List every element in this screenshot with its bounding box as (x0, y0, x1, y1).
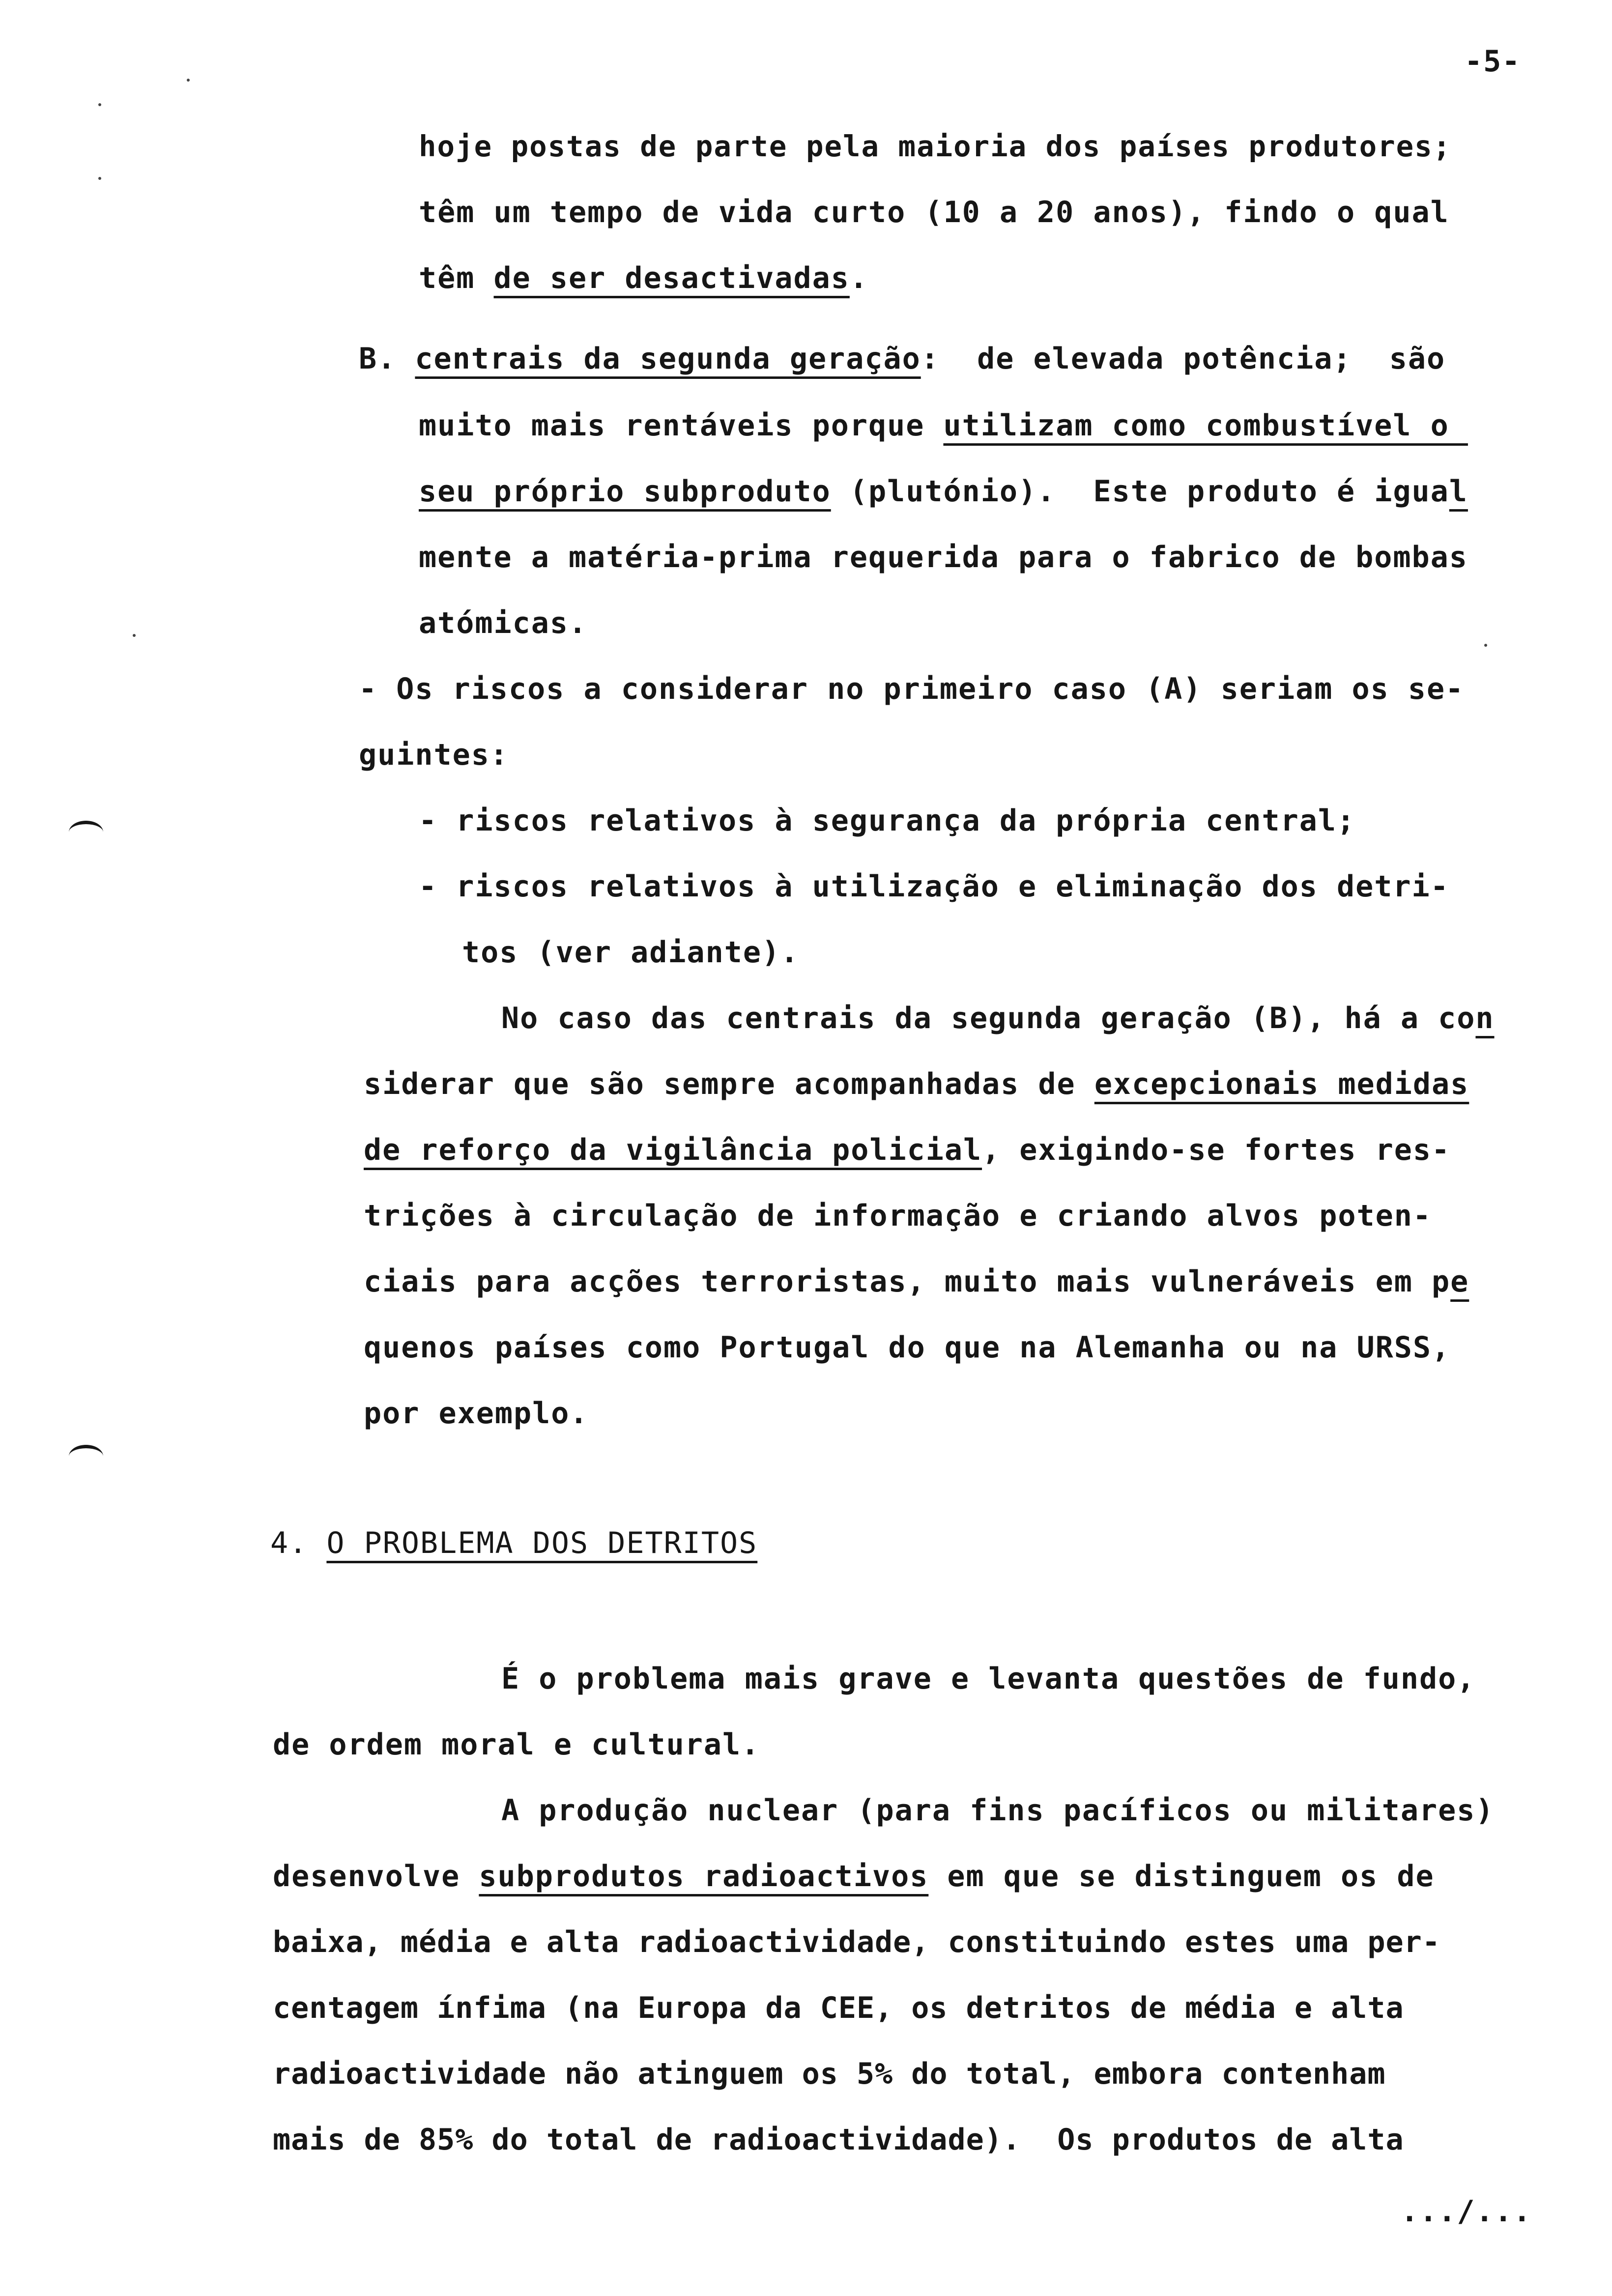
paper-speck (1484, 644, 1487, 647)
list-marker: B. (359, 342, 415, 376)
underlined-text: subprodutos radioactivos (479, 1859, 929, 1894)
text-line (364, 1264, 1469, 1299)
text-run: têm (419, 261, 494, 295)
punch-hole-mark (69, 1445, 103, 1468)
underlined-text: l (1449, 474, 1468, 509)
text-line: quenos países como Portugal do que na Alemanha ou na URSS, (364, 1330, 1451, 1365)
text-run: : de elevada potência; são (921, 342, 1446, 376)
text-run: ciais para acções terroristas, muito mais vulneráveis em p (364, 1264, 1451, 1299)
paper-speck (133, 634, 136, 637)
list-item: - riscos relativos à utilização e eliminação dos detri- (419, 869, 1449, 904)
text-line (273, 1859, 1435, 1894)
text-line: têm um tempo de vida curto (10 a 20 anos), findo o qual (419, 195, 1449, 230)
list-item-b (359, 342, 1446, 376)
text-line: hoje postas de parte pela maioria dos países produtores; (419, 129, 1452, 163)
text-line: tos (ver adiante). (462, 935, 800, 970)
continuation-marker: .../... (1401, 2194, 1532, 2229)
underlined-text: de ser desactivadas (493, 261, 850, 295)
underlined-text: seu próprio subproduto (419, 474, 831, 509)
text-run: em que se distinguem os de (928, 1859, 1435, 1894)
paper-speck (98, 177, 101, 180)
punch-hole-mark (69, 821, 103, 844)
text-line (419, 263, 868, 293)
text-line (364, 1135, 1450, 1165)
text-run: . (849, 261, 868, 295)
text-run: No caso das centrais da segunda geração (B), há a co (501, 1001, 1476, 1035)
section-number: 4. (270, 1526, 327, 1560)
text-line (419, 408, 1468, 443)
text-line (419, 474, 1468, 509)
underlined-text: e (1450, 1264, 1469, 1299)
text-line: trições à circulação de informação e criando alvos poten- (364, 1199, 1432, 1233)
underlined-text: n (1475, 1001, 1495, 1035)
text-line (501, 1001, 1495, 1035)
text-line (364, 1069, 1469, 1099)
section-heading (270, 1528, 757, 1558)
text-line: baixa, média e alta radioactividade, constituindo estes uma per- (273, 1925, 1440, 1959)
underlined-text: utilizam como combustível o (943, 408, 1468, 443)
text-run: (plutónio). Este produto é igua (831, 474, 1449, 509)
paper-speck (98, 103, 101, 106)
text-line: de ordem moral e cultural. (273, 1727, 760, 1762)
text-line: mais de 85% do total de radioactividade). Os produtos de alta (273, 2123, 1404, 2157)
text-line: - Os riscos a considerar no primeiro caso (A) seriam os se- (359, 672, 1465, 706)
paper-speck (187, 79, 190, 82)
text-line: A produção nuclear (para fins pacíficos ou militares) (501, 1793, 1495, 1828)
text-line: É o problema mais grave e levanta questões de fundo, (501, 1662, 1476, 1696)
text-line: atómicas. (419, 606, 588, 640)
underlined-text: excepcionais medidas (1094, 1067, 1469, 1101)
text-line: centagem ínfima (na Europa da CEE, os detritos de média e alta (273, 1991, 1404, 2025)
section-title: O PROBLEMA DOS DETRITOS (326, 1526, 758, 1560)
text-line: guintes: (359, 738, 509, 772)
text-line: radioactividade não atinguem os 5% do total, embora contenham (273, 2057, 1386, 2091)
text-run: muito mais rentáveis porque (419, 408, 944, 443)
page-number: -5- (1465, 44, 1521, 79)
text-line: mente a matéria-prima requerida para o fabrico de bombas (419, 540, 1468, 574)
underlined-text: de reforço da vigilância policial (364, 1133, 982, 1167)
text-run: siderar que são sempre acompanhadas de (364, 1067, 1094, 1101)
text-run: desenvolve (273, 1859, 479, 1894)
text-run: , exigindo-se fortes res- (982, 1133, 1451, 1167)
text-line: por exemplo. (364, 1396, 589, 1431)
list-item: - riscos relativos à segurança da própria central; (419, 804, 1356, 838)
underlined-text: centrais da segunda geração (415, 342, 921, 376)
